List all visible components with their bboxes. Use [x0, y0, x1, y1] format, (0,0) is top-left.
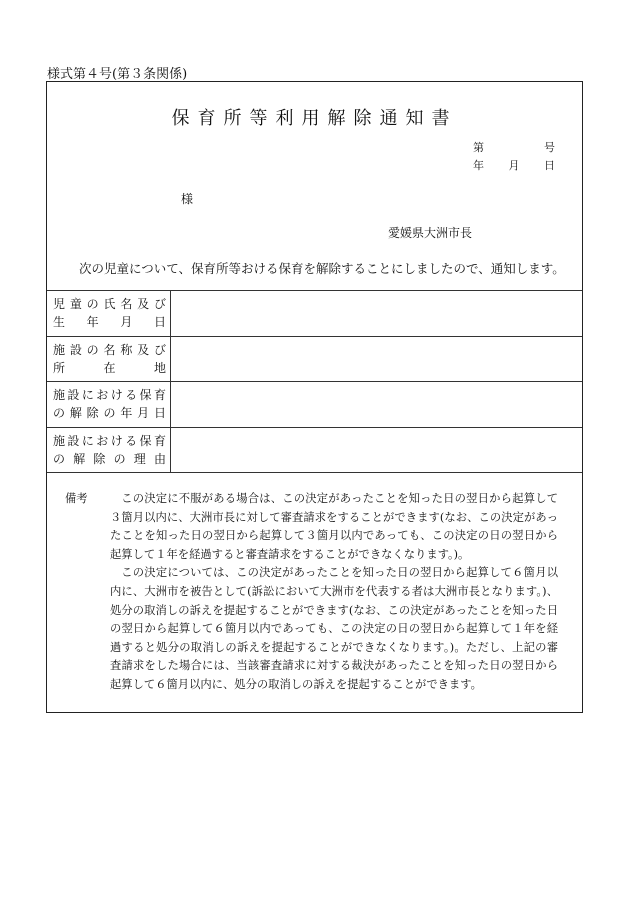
label-char: 保	[139, 388, 152, 402]
label-char: お	[96, 388, 109, 402]
label-char: の	[86, 342, 99, 357]
table-row	[47, 291, 582, 337]
label-char: お	[96, 433, 109, 448]
label-char: 生	[53, 315, 66, 329]
label-char: 日	[153, 315, 166, 329]
label-char: 保	[139, 433, 152, 448]
row-label	[47, 337, 171, 382]
label-char: の	[53, 406, 66, 420]
label-char: 所	[53, 360, 66, 375]
date-day: 日	[544, 159, 555, 172]
label-char: け	[110, 433, 123, 448]
label-char: 氏	[103, 297, 116, 311]
label-char: 設	[67, 433, 80, 448]
label-char: 施	[53, 433, 66, 448]
remarks-section	[65, 490, 558, 695]
remarks-paragraph: この決定については、この決定があったことを知った日の翌日から起算して６箇月以内に、大洲市を被告として(訴訟において大洲市を代表する者は大洲市長となります。)、処分の取消しの訴えを提起することができます(なお、この決定があったことを知った日の翌日から起算して６箇月以内であっても、この決定の日の翌日から起算して１年を経過すると処分の取消しの訴えを提起することができなくなります。)。ただし、上記の審査請求をした場合には、当該審査請求に対する裁決があったことを知った日の翌日から起算して６箇月以内に、処分の取消しの訴えを提起することができます。	[110, 566, 558, 691]
label-line	[53, 359, 166, 377]
document-number-line	[473, 139, 555, 155]
label-char: 日	[153, 406, 166, 420]
table-row	[47, 337, 582, 383]
table-row	[47, 382, 582, 428]
number-suffix: 号	[544, 141, 555, 154]
details-table	[47, 290, 582, 473]
label-char: 年	[120, 406, 133, 420]
date-year: 年	[473, 159, 484, 172]
termination-reason-field[interactable]	[171, 428, 582, 473]
row-label	[47, 291, 171, 336]
label-char: る	[125, 433, 138, 448]
label-char: に	[81, 388, 94, 402]
label-char: 月	[120, 315, 133, 329]
number-prefix: 第	[473, 141, 484, 154]
child-name-birthdate-field[interactable]	[171, 291, 582, 336]
label-char: 名	[103, 342, 116, 357]
row-label	[47, 382, 171, 427]
label-char: 解	[73, 451, 86, 466]
remarks-label: 備考	[65, 492, 88, 505]
label-line	[53, 341, 166, 359]
label-char: 除	[86, 406, 99, 420]
label-char: 在	[103, 360, 116, 375]
label-char: 育	[153, 433, 166, 448]
label-char: け	[110, 388, 123, 402]
label-char: び	[153, 297, 166, 311]
label-char: 児	[53, 297, 66, 311]
label-char: の	[113, 451, 126, 466]
addressee-suffix: 様	[181, 192, 194, 206]
label-line	[53, 295, 166, 313]
label-char: 施	[53, 342, 66, 357]
label-char: 設	[69, 342, 82, 357]
label-char: 由	[153, 451, 166, 466]
label-char: る	[125, 388, 138, 402]
date-month: 月	[508, 159, 520, 172]
label-char: 年	[86, 315, 99, 329]
label-char: 地	[153, 360, 166, 375]
label-line	[53, 432, 166, 450]
label-char: 月	[137, 406, 150, 420]
document-title: 保育所等利用解除通知書	[171, 108, 458, 129]
label-char: 施	[53, 388, 66, 402]
label-char: 解	[69, 406, 82, 420]
remarks-paragraph: この決定に不服がある場合は、この決定があったことを知った日の翌日から起算して３箇月以内に、大洲市長に対して審査請求をすることができます(なお、この決定があったことを知った日の翌日から起算して３箇月以内であっても、この決定の日の翌日から起算して１年を経過すると審査請求をすることができなくなります。)。	[110, 492, 558, 561]
facility-name-address-field[interactable]	[171, 337, 582, 382]
label-char: 及	[137, 297, 150, 311]
label-char: 設	[67, 388, 80, 402]
intro-text: 次の児童について、保育所等おける保育を解除することにしましたので、通知します。	[79, 261, 565, 276]
label-char: 名	[120, 297, 133, 311]
label-char: 育	[153, 388, 166, 402]
label-char: の	[53, 451, 66, 466]
notice-frame	[46, 81, 583, 713]
label-char: 童	[69, 297, 82, 311]
label-line	[53, 386, 166, 404]
form-number: 様式第４号(第３条関係)	[47, 67, 188, 82]
label-char: の	[86, 297, 99, 311]
issue-date-line	[473, 157, 555, 173]
label-char: 及	[137, 342, 150, 357]
label-char: 除	[93, 451, 106, 466]
table-row	[47, 428, 582, 474]
label-line	[53, 404, 166, 422]
label-char: 理	[133, 451, 146, 466]
label-char: に	[81, 433, 94, 448]
termination-date-field[interactable]	[171, 382, 582, 427]
label-line	[53, 450, 166, 468]
issuer-name: 愛媛県大洲市長	[387, 226, 472, 240]
label-char: び	[153, 342, 166, 357]
label-line	[53, 313, 166, 331]
row-label	[47, 428, 171, 473]
label-char: の	[103, 406, 116, 420]
label-char: 称	[120, 342, 133, 357]
remarks-body	[110, 490, 558, 695]
